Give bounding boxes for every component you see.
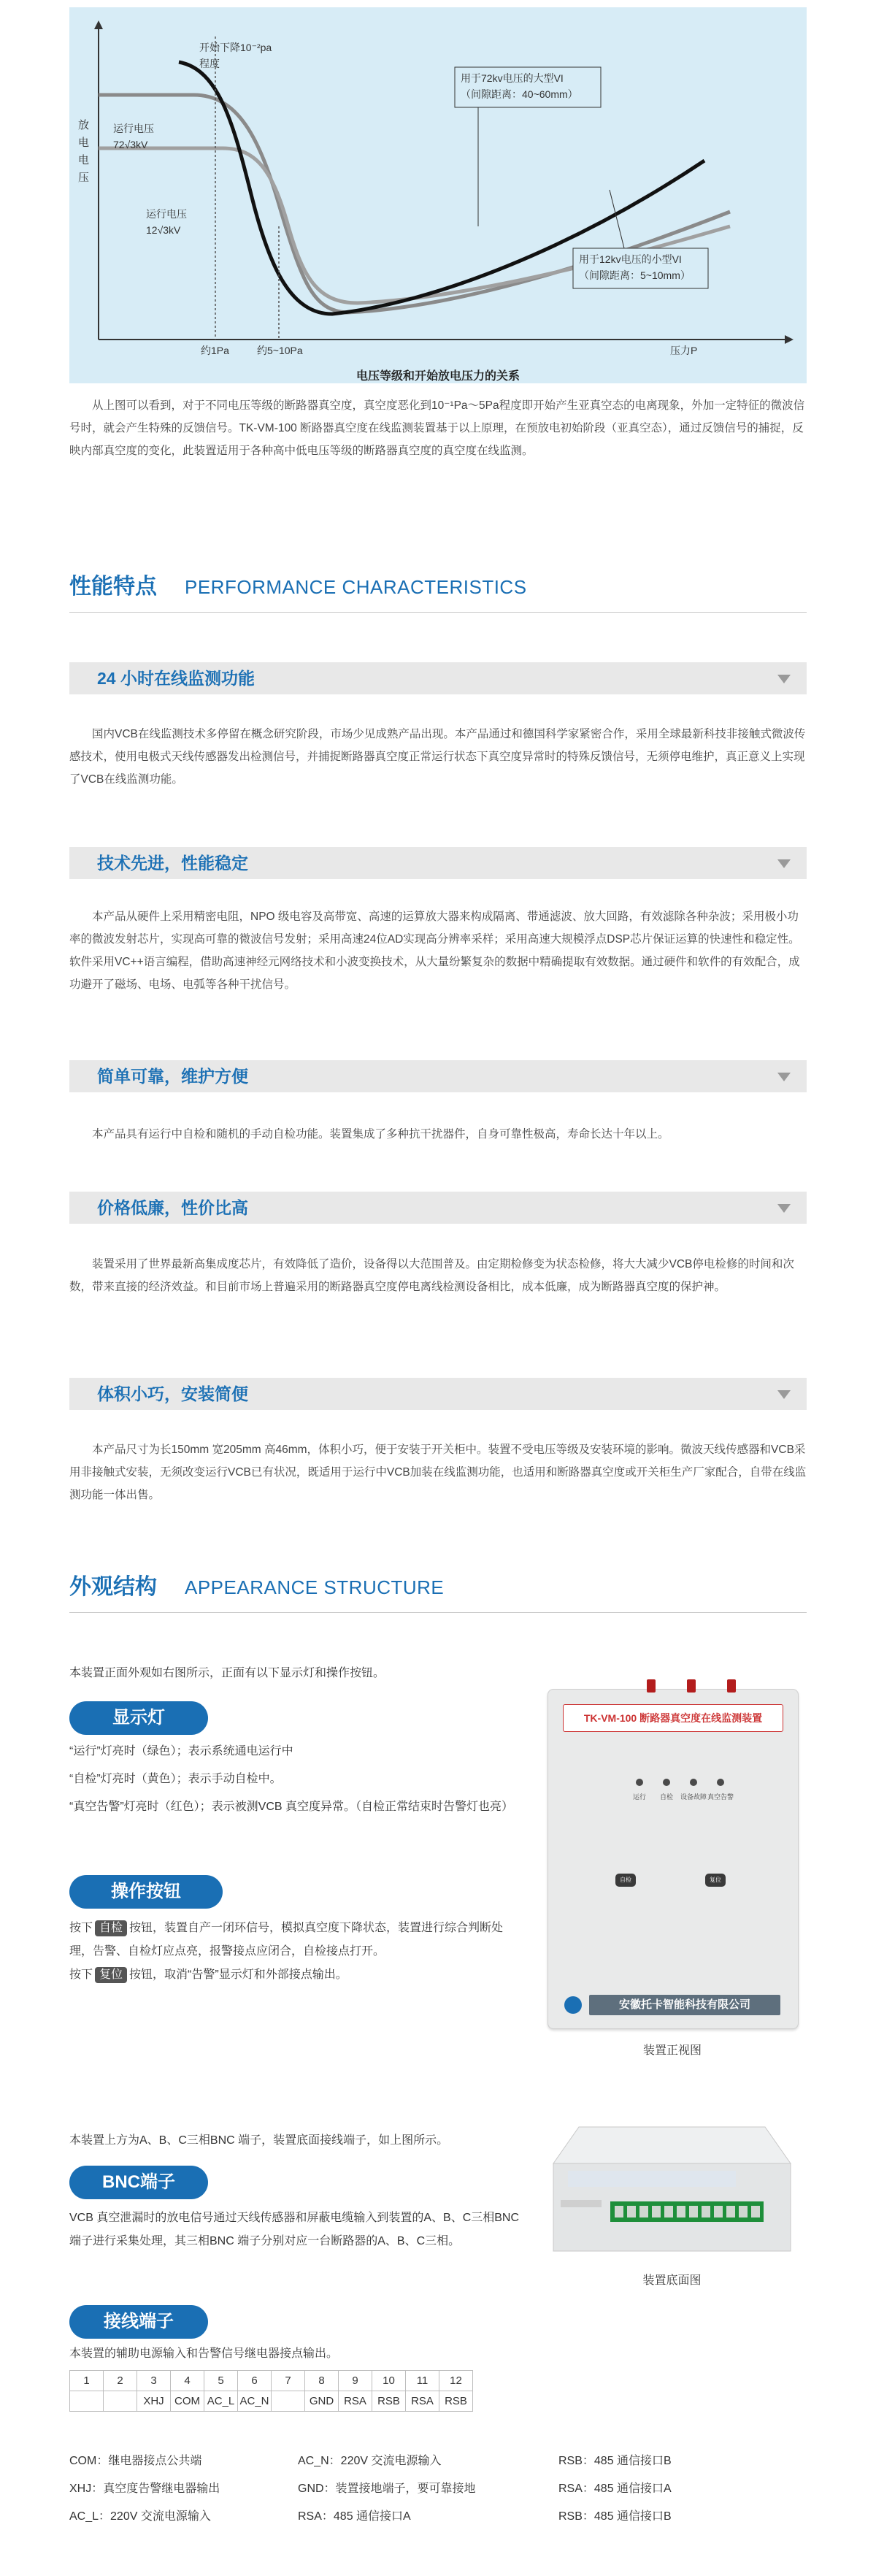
legend-item: GND：装置接地端子，要可靠接地 — [298, 2483, 476, 2495]
legend-item: RSA：485 通信接口A — [298, 2510, 411, 2523]
terminal-label: GND — [305, 2391, 339, 2412]
chart-caption: 电压等级和开始放电压力的关系 — [356, 370, 520, 383]
light-selftest: “自检”灯亮时（黄色）；表示手动自检中。 — [69, 1773, 282, 1785]
y-label-char: 电 — [78, 154, 90, 166]
led-label: 运行 — [632, 1793, 646, 1801]
terminal-label: RSB — [439, 2391, 473, 2412]
legend-col-1 — [69, 2447, 220, 2531]
legend-item: RSB：485 通信接口B — [558, 2455, 672, 2467]
front-intro: 本装置正面外观如右图所示，正面有以下显示灯和操作按钮。 — [69, 1667, 385, 1679]
legend-item: COM：继电器接点公共端 — [69, 2455, 202, 2467]
performance-title-cn: 性能特点 — [69, 575, 157, 599]
label-start-drop-2: 程度 — [199, 58, 220, 69]
led-label: 自检 — [659, 1793, 673, 1801]
light-run: “运行”灯亮时（绿色）；表示系统通电运行中 — [69, 1745, 293, 1757]
legend-item: RSB：485 通信接口B — [558, 2510, 672, 2523]
terminal-number: 6 — [238, 2371, 272, 2391]
led-indicator — [636, 1779, 643, 1786]
legend-item: AC_L：220V 交流电源输入 — [69, 2510, 211, 2523]
terminal-number: 9 — [339, 2371, 372, 2391]
led-label: 设备故障 — [680, 1793, 707, 1801]
label-start-drop: 开始下降10⁻²pa — [199, 42, 272, 53]
chevron-down-icon — [777, 1073, 791, 1081]
op2-pre: 按下 — [69, 1969, 93, 1981]
selftest-key: 自检 — [95, 1920, 127, 1936]
terminal-label — [70, 2391, 104, 2412]
bottom-caption: 装置底面图 — [642, 2274, 702, 2287]
performance-title-en: PERFORMANCE CHARACTERISTICS — [185, 576, 527, 598]
appearance-title-en: APPEARANCE STRUCTURE — [185, 1576, 445, 1598]
accordion-tech[interactable] — [69, 847, 807, 879]
device-selftest-button: 自检 — [615, 1874, 636, 1887]
accordion-body: 本产品尺寸为长150mm 宽205mm 高46mm，体积小巧，便于安装于开关柜中。装置不受电压等级及安装环境的影响。微波天线传感器和VCB采用非接触式安装，无须改变运行VCB已有状况，既适用于运行中VCB加装在线监测功能，也适用和断路器真空度或开关柜生产厂家配合，自带在线监测功能一体出售。 — [69, 1444, 807, 1501]
accordion-body: 装置采用了世界最新高集成度芯片，有效降低了造价，设备得以大范围普及。由定期检修变为状态检修，将大大减少VCB停电检修的时间和次数，带来直接的经济效益。和目前市场上普遍采用的断路器真空度停电离线检测设备相比，成本低廉，成为断路器真空度的保护神。 — [69, 1258, 794, 1293]
legend-col-2 — [298, 2447, 476, 2531]
x-axis-label: 压力P — [670, 345, 698, 356]
accordion-title: 24 小时在线监测功能 — [97, 669, 255, 688]
accordion-body: 本产品具有运行中自检和随机的手动自检功能。装置集成了多种抗干扰器件，自身可靠性极高，寿命长达十年以上。 — [92, 1128, 669, 1141]
terminal-number: 7 — [272, 2371, 305, 2391]
pointer-small — [610, 190, 624, 248]
terminal-number: 10 — [372, 2371, 406, 2391]
bnc-pill: BNC端子 — [69, 2166, 208, 2199]
terminal-label: RSA — [406, 2391, 439, 2412]
op2-post: 按钮，取消“告警”显示灯和外部接点输出。 — [129, 1969, 347, 1981]
bnc-connector — [727, 1679, 736, 1693]
terminal-number: 8 — [305, 2371, 339, 2391]
company-logo-icon — [564, 1996, 582, 2014]
bnc-body: VCB 真空泄漏时的放电信号通过天线传感器和屏蔽电缆输入到装置的A、B、C三相BNC 端子进行采集处理，其三相BNC 端子分别对应一台断路器的A、B、C三相。 — [69, 2212, 520, 2247]
box-large-line1: 用于72kv电压的大型VI — [461, 72, 564, 84]
chevron-down-icon — [777, 859, 791, 868]
accordion-size[interactable] — [69, 1378, 807, 1410]
chart-svg — [69, 7, 807, 383]
legend-item: RSA：485 通信接口A — [558, 2483, 672, 2495]
device-reset-button: 复位 — [705, 1874, 726, 1887]
x-tick-1pa: 约1Pa — [201, 345, 229, 356]
reset-key: 复位 — [95, 1967, 127, 1983]
chevron-down-icon — [777, 1390, 791, 1399]
led-indicator — [690, 1779, 697, 1786]
accordion-24h[interactable] — [69, 662, 807, 694]
device-company: 安徽托卡智能科技有限公司 — [589, 1995, 780, 2015]
terminal-label: AC_L — [204, 2391, 238, 2412]
op-selftest-line — [69, 1917, 522, 1963]
accordion-title: 技术先进，性能稳定 — [97, 854, 248, 873]
label-v72-2: 72√3kV — [113, 139, 148, 150]
device-bottom-image — [546, 2120, 798, 2266]
accordion-title: 价格低廉，性价比高 — [97, 1198, 248, 1217]
y-label-char: 压 — [78, 172, 90, 184]
table-row — [70, 2371, 473, 2391]
front-caption: 装置正视图 — [642, 2044, 702, 2057]
label-v72: 运行电压 — [113, 123, 154, 134]
terminal-label — [104, 2391, 137, 2412]
terminal-label — [272, 2391, 305, 2412]
terminal-label: RSA — [339, 2391, 372, 2412]
chevron-down-icon — [777, 675, 791, 683]
bnc-connector — [687, 1679, 696, 1693]
op1-post: 按钮，装置自产一闭环信号，模拟真空度下降状态，装置进行综合判断处理，告警、自检灯应点亮，报警接点应闭合，自检接点打开。 — [69, 1922, 504, 1958]
y-axis-arrow — [94, 20, 103, 29]
voltage-pressure-chart — [69, 7, 807, 383]
bnc-connector — [647, 1679, 656, 1693]
label-v12-2: 12√3kV — [146, 224, 181, 236]
display-light-pill: 显示灯 — [69, 1701, 208, 1735]
wiring-intro: 本装置的辅助电源输入和告警信号继电器接点输出。 — [69, 2347, 339, 2360]
chevron-down-icon — [777, 1204, 791, 1213]
bottom-intro: 本装置上方为A、B、C三相BNC 端子，装置底面接线端子，如上图所示。 — [69, 2134, 449, 2147]
op-reset-line — [69, 1963, 522, 1987]
accordion-price[interactable] — [69, 1192, 807, 1224]
x-axis-arrow — [785, 335, 794, 344]
terminal-table — [69, 2370, 473, 2412]
box-small-line2: （间隙距离：5~10mm） — [579, 269, 691, 281]
device-title: TK-VM-100 断路器真空度在线监测装置 — [583, 1712, 763, 1724]
terminal-number: 2 — [104, 2371, 137, 2391]
table-row — [70, 2391, 473, 2412]
legend-item: AC_N：220V 交流电源输入 — [298, 2455, 442, 2467]
box-large-line2: （间隙距离：40~60mm） — [461, 88, 578, 100]
terminal-number: 1 — [70, 2371, 104, 2391]
device-front-image — [548, 1689, 799, 2029]
led-label: 真空告警 — [707, 1793, 734, 1801]
terminal-number: 12 — [439, 2371, 473, 2391]
light-alarm: “真空告警”灯亮时（红色）；表示被测VCB 真空度异常。（自检正常结束时告警灯也亮） — [69, 1801, 514, 1813]
terminal-number: 4 — [171, 2371, 204, 2391]
performance-header — [69, 568, 807, 613]
led-indicator — [717, 1779, 724, 1786]
terminal-label: RSB — [372, 2391, 406, 2412]
terminal-number: 3 — [137, 2371, 171, 2391]
appearance-header — [69, 1568, 807, 1613]
accordion-body: 国内VCB在线监测技术多停留在概念研究阶段，市场少见成熟产品出现。本产品通过和德国科学家紧密合作，采用全球最新科技非接触式微波传感技术，使用电极式天线传感器发出检测信号，并捕捉断路器真空度正常运行状态下真空度异常时的特殊反馈信号，无须停电维护，真正意义上实现了VCB在线监测功能。 — [69, 728, 806, 786]
op1-pre: 按下 — [69, 1922, 93, 1934]
intro-paragraph: 从上图可以看到，对于不同电压等级的断路器真空度，真空度恶化到10⁻¹Pa～5Pa程度即开始产生亚真空态的电离现象，外加一定特征的微波信号时，就会产生特殊的反馈信号。TK-VM-100 断路器真空度在线监测装置基于以上原理，在预放电初始阶段（亚真空态），通过反馈信号的捕捉，反映内部真空度的变化，此装置适用于各种高中低电压等级的断路器真空度的真空度在线监测。 — [69, 399, 805, 457]
accordion-body: 本产品从硬件上采用精密电阻，NPO 级电容及高带宽、高速的运算放大器来构成隔离、带通滤波、放大回路，有效滤除各种杂波；采用极小功率的微波发射芯片，实现高可靠的微波信号发射；采用高速24位AD实现高分辨率采样；采用高速大规模浮点DSP芯片保证运算的快速性和稳定性。软件采用VC++语言编程，借助高速神经元网络技术和小波变换技术，从大量纷繁复杂的数据中精确提取有效数据。通过硬件和软件的有效配合，成功避开了磁场、电场、电弧等各种干扰信号。 — [69, 911, 800, 991]
device-title-plate — [563, 1704, 783, 1732]
terminal-label: COM — [171, 2391, 204, 2412]
wiring-pill: 接线端子 — [69, 2305, 208, 2339]
accordion-reliable[interactable] — [69, 1060, 807, 1092]
terminal-label: XHJ — [137, 2391, 171, 2412]
y-label-char: 电 — [78, 137, 90, 149]
terminal-number: 11 — [406, 2371, 439, 2391]
legend-col-3 — [558, 2447, 672, 2531]
terminal-label: AC_N — [238, 2391, 272, 2412]
box-small-line1: 用于12kv电压的小型VI — [579, 253, 682, 265]
label-v12: 运行电压 — [146, 208, 187, 220]
operate-button-pill: 操作按钮 — [69, 1875, 223, 1909]
accordion-title: 简单可靠，维护方便 — [97, 1067, 248, 1086]
y-label-char: 放 — [78, 119, 90, 131]
appearance-title-cn: 外观结构 — [69, 1575, 157, 1599]
x-tick-5pa: 约5~10Pa — [257, 345, 303, 356]
device-bottom-svg — [546, 2120, 798, 2266]
legend-item: XHJ：真空度告警继电器输出 — [69, 2483, 220, 2495]
led-indicator — [663, 1779, 670, 1786]
terminal-number: 5 — [204, 2371, 238, 2391]
accordion-title: 体积小巧，安装简便 — [97, 1384, 248, 1403]
